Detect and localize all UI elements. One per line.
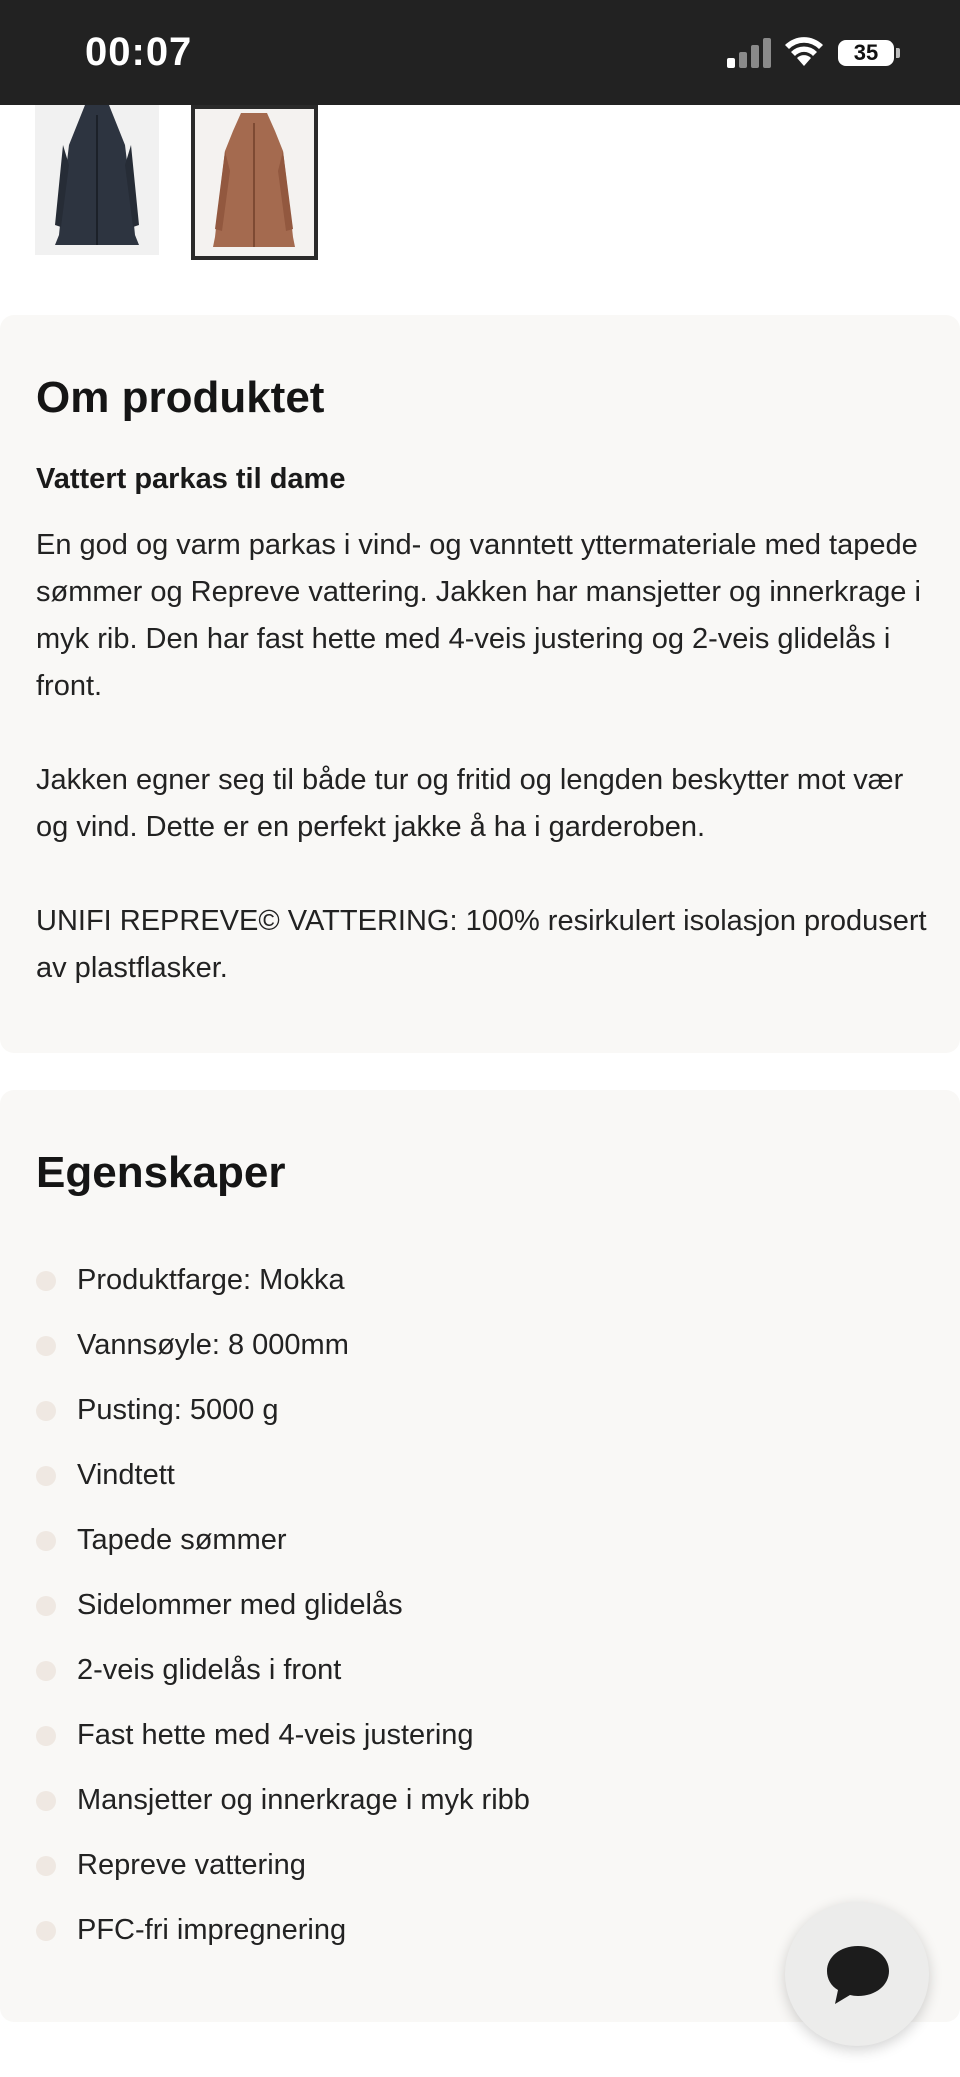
battery-icon	[838, 40, 894, 66]
feature-text: Repreve vattering	[77, 1849, 306, 1881]
about-description	[36, 522, 936, 992]
feature-item	[36, 1522, 530, 1587]
status-time: 00:07	[85, 30, 193, 74]
feature-item	[36, 1782, 530, 1847]
feature-item	[36, 1847, 530, 1912]
features-list	[36, 1262, 530, 1977]
feature-text: Mansjetter og innerkrage i myk ribb	[77, 1784, 530, 1816]
about-product-card	[0, 315, 960, 1053]
parka-navy-image	[35, 105, 159, 255]
feature-item	[36, 1457, 530, 1522]
signal-icon	[727, 38, 773, 68]
bullet-dot	[36, 1726, 56, 1746]
feature-item	[36, 1717, 530, 1782]
battery-cap	[896, 48, 900, 58]
bullet-dot	[36, 1596, 56, 1616]
feature-item	[36, 1327, 530, 1392]
about-subtitle: Vattert parkas til dame	[36, 463, 346, 495]
product-thumbnails	[0, 105, 960, 270]
bullet-dot	[36, 1856, 56, 1876]
feature-item	[36, 1392, 530, 1457]
parka-mocha-image	[195, 109, 314, 256]
bullet-dot	[36, 1336, 56, 1356]
about-paragraph: En god og varm parkas i vind- og vanntett yttermateriale med tapede sømmer og Repreve vattering. Jakken har mansjetter og innerkrage i myk rib. Den har fast hette med 4-veis justering og 2-veis glidelås i front.	[36, 529, 921, 702]
thumbnail-mocha-selected[interactable]	[191, 105, 318, 260]
bullet-dot	[36, 1921, 56, 1941]
features-title: Egenskaper	[36, 1148, 286, 1197]
feature-text: Produktfarge: Mokka	[77, 1264, 345, 1296]
battery-level: 35	[853, 40, 879, 65]
feature-item	[36, 1587, 530, 1652]
feature-text: Fast hette med 4-veis justering	[77, 1719, 474, 1751]
bullet-dot	[36, 1466, 56, 1486]
feature-item	[36, 1652, 530, 1717]
bullet-dot	[36, 1661, 56, 1681]
bullet-dot	[36, 1531, 56, 1551]
bullet-dot	[36, 1271, 56, 1291]
feature-text: Vindtett	[77, 1459, 175, 1491]
feature-text: PFC-fri impregnering	[77, 1914, 347, 1946]
feature-text: Pusting: 5000 g	[77, 1394, 279, 1426]
bullet-dot	[36, 1401, 56, 1421]
about-title: Om produktet	[36, 373, 325, 422]
feature-text: Vannsøyle: 8 000mm	[77, 1329, 349, 1361]
feature-text: Tapede sømmer	[77, 1524, 287, 1556]
thumbnail-navy[interactable]	[35, 105, 159, 255]
chat-bubble-icon	[825, 1944, 891, 2006]
wifi-icon	[784, 34, 824, 68]
bullet-dot	[36, 1791, 56, 1811]
features-card	[0, 1090, 960, 2022]
feature-item	[36, 1912, 530, 1977]
about-paragraph: UNIFI REPREVE© VATTERING: 100% resirkulert isolasjon produsert av plastflasker.	[36, 905, 927, 984]
feature-text: Sidelommer med glidelås	[77, 1589, 403, 1621]
feature-item	[36, 1262, 530, 1327]
status-bar	[0, 0, 960, 105]
feature-text: 2-veis glidelås i front	[77, 1654, 342, 1686]
about-paragraph: Jakken egner seg til både tur og fritid og lengden beskytter mot vær og vind. Dette er en perfekt jakke å ha i garderoben.	[36, 764, 904, 843]
chat-button[interactable]	[785, 1902, 929, 2046]
